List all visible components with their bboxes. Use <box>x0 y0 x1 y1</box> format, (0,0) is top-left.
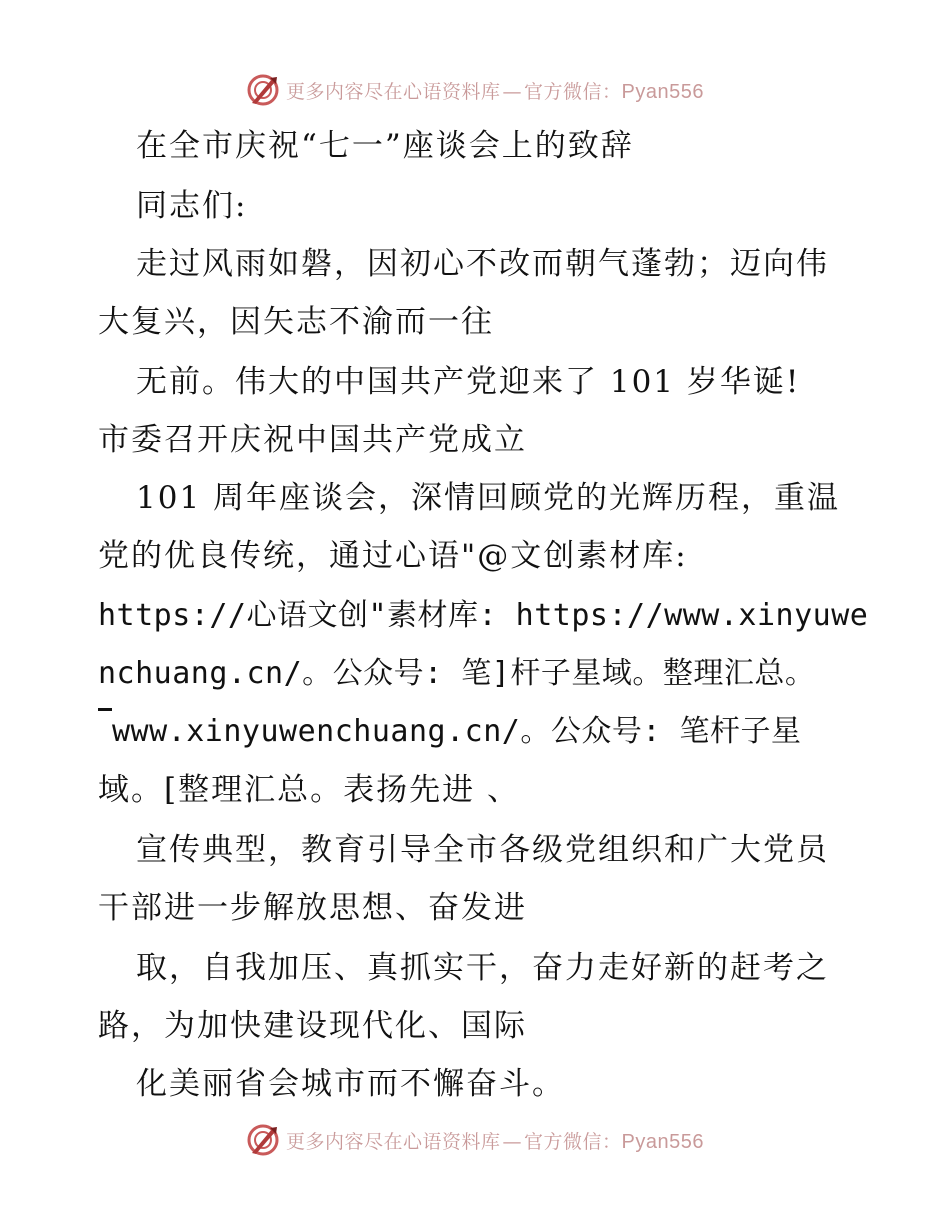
watermark-text: 更多内容尽在心语资料库 — 官方微信：Pyan556 <box>286 80 704 103</box>
footer-watermark <box>0 1120 950 1160</box>
paragraph-line: 党的优良传统，通过心语"@文创素材库: <box>98 538 688 574</box>
paragraph-line: 域。[整理汇总。表扬先进 、 <box>98 772 520 808</box>
paragraph-line: 无前。伟大的中国共产党迎来了 101 岁华诞! <box>136 364 801 400</box>
paragraph-line: 取，自我加压、真抓实干，奋力走好新的赶考之 <box>136 950 829 986</box>
paragraph-line: 101 周年座谈会，深情回顾党的光辉历程，重温 <box>136 480 841 516</box>
paragraph-line: 市委召开庆祝中国共产党成立 <box>98 422 527 458</box>
paragraph-line: https://心语文创"素材库: https://www.xinyuwe <box>98 598 869 633</box>
paragraph-line: 宣传典型，教育引导全市各级党组织和广大党员 <box>136 832 829 868</box>
salutation: 同志们: <box>136 188 248 224</box>
paragraph-line: 大复兴，因矢志不渝而一往 <box>98 304 494 340</box>
paragraph-line: nchuang.cn/。公众号: 笔]杆子星域。整理汇总。 <box>98 656 816 691</box>
quill-logo-icon <box>246 1123 280 1157</box>
document-title: 在全市庆祝“七一”座谈会上的致辞 <box>136 128 634 164</box>
paragraph-line: 路，为加快建设现代化、国际 <box>98 1008 527 1044</box>
paragraph-line: 干部进一步解放思想、奋发进 <box>98 890 527 926</box>
paragraph-line: 化美丽省会城市而不懈奋斗。 <box>136 1066 565 1102</box>
stray-overline-mark <box>98 708 112 711</box>
watermark-text: 更多内容尽在心语资料库 — 官方微信：Pyan556 <box>286 1130 704 1153</box>
paragraph-line: 走过风雨如磐，因初心不改而朝气蓬勃；迈向伟 <box>136 246 829 282</box>
paragraph-line: www.xinyuwenchuang.cn/。公众号: 笔杆子星 <box>112 714 802 749</box>
